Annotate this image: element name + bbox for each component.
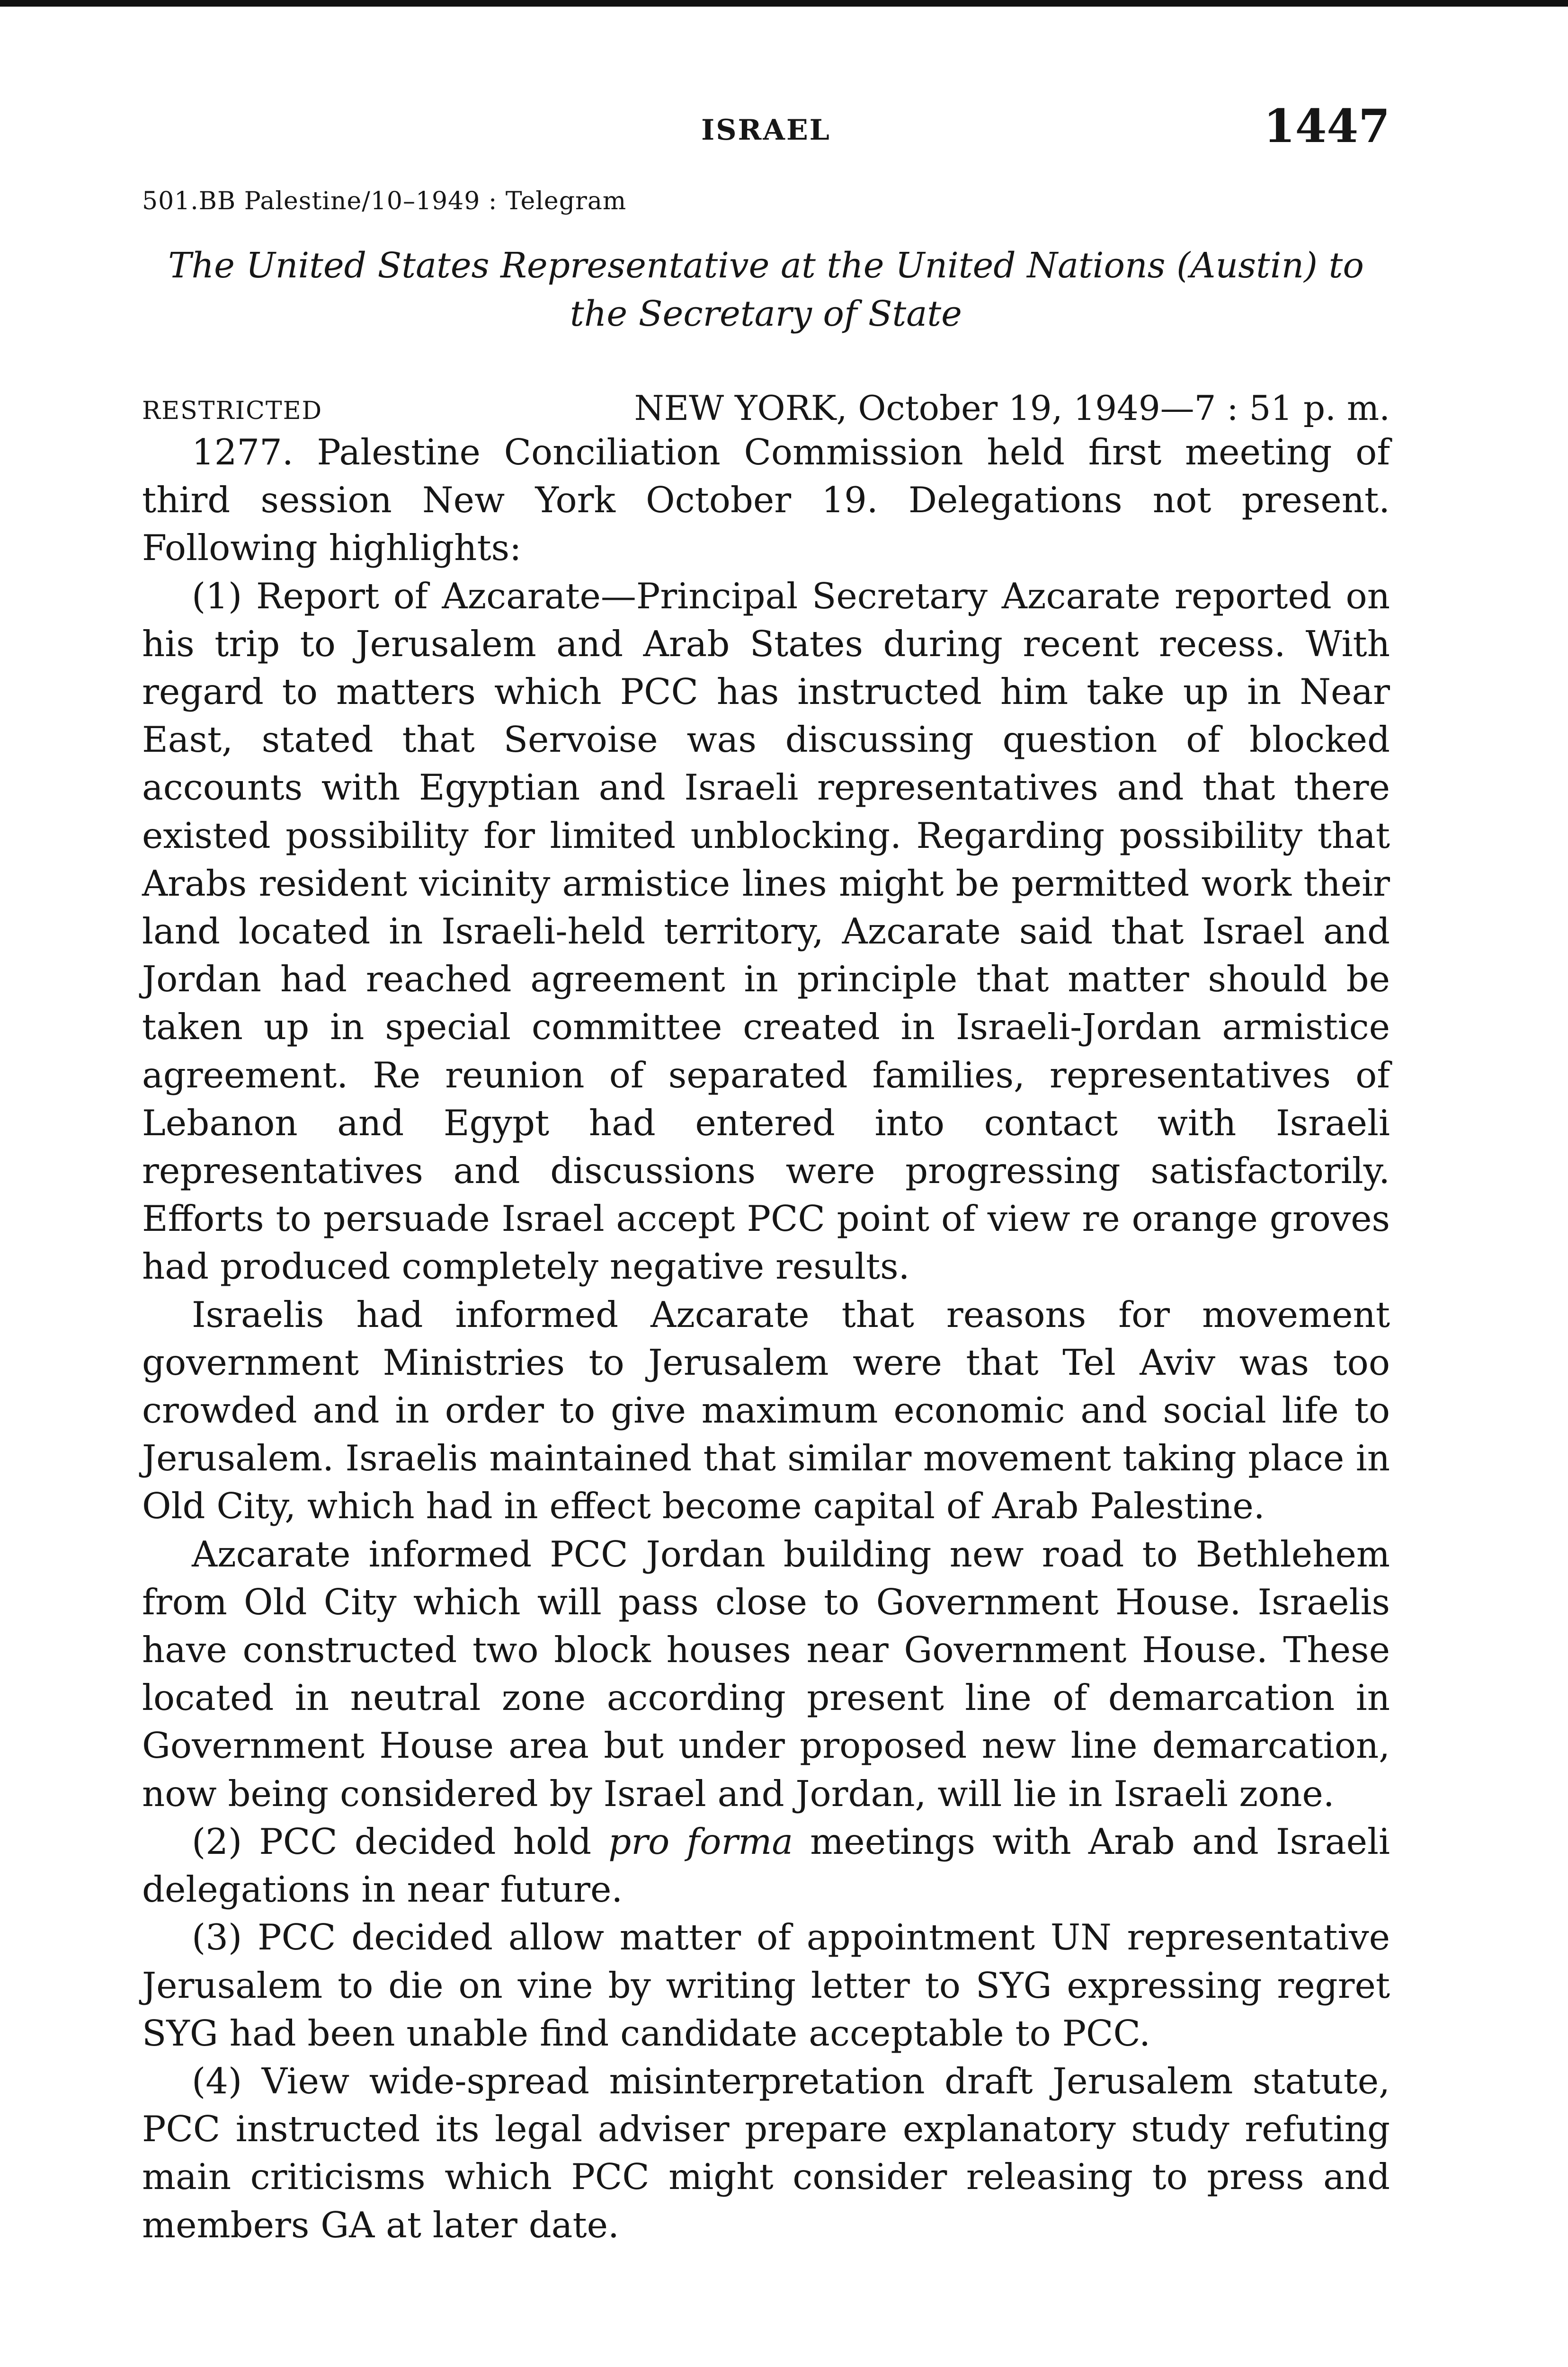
paragraph-7: (4) View wide-spread misinterpretation draft Jerusalem statute, PCC instructed its legal adviser prepare explanatory study refuting main criticisms which PCC might consider releasing to press and members GA at later date. [142,2060,1390,2246]
document-title-line-2: the Secretary of State [570,294,962,334]
document-title [142,241,1390,338]
paragraph-2: (1) Report of Azcarate—Principal Secretary Azcarate reported on his trip to Jerusalem and Arab States during recent recess. With regard to matters which PCC has instructed him take up in Near East, stated that Servoise was discussing question of blocked accounts with Egyptian and Israeli representatives and that there existed possibility for limited unblocking. Regarding possibility that Arabs resident vicinity armistice lines might be permitted work their land located in Israeli-held territory, Azcarate said that Israel and Jordan had reached agreement in principle that matter should be taken up in special committee created in Israeli-Jordan armistice agreement. Re reunion of separated families, representatives of Lebanon and Egypt had entered into contact with Israeli representatives and discussions were progressing satisfactorily. Efforts to persuade Israel accept PCC point of view re orange groves had produced completely negative results. [142,575,1390,1288]
paragraph-1: 1277. Palestine Conciliation Commission held first meeting of third session New York October 19. Delegations not present. Following highlights: [142,431,1390,569]
paragraph-6: (3) PCC decided allow matter of appointment UN representative Jerusalem to die on vine by writing letter to SYG expressing regret SYG had been unable find candidate acceptable to PCC. [142,1916,1390,2054]
running-head: ISRAEL [701,114,831,147]
paragraph-5-italic: pro forma [608,1820,793,1862]
page-header [142,95,1390,166]
classification-label: RESTRICTED [142,397,323,425]
paragraph-5-start: (2) PCC decided hold [192,1820,609,1862]
paragraph-4: Azcarate informed PCC Jordan building new road to Bethlehem from Old City which will pass close to Government House. Israelis have constructed two block houses near Government House. These located in neutral zone according present line of demarcation in Government House area but under proposed new line demarcation, now being considered by Israel and Jordan, will lie in Israeli zone. [142,1533,1390,1815]
paragraph-3: Israelis had informed Azcarate that reasons for movement government Ministries to Jerusalem were that Tel Aviv was too crowded and in order to give maximum economic and social life to Jerusalem. Israelis maintained that similar movement taking place in Old City, which had in effect become capital of Arab Palestine. [142,1293,1390,1527]
telegram-body [142,428,1390,2249]
dateline: NEW YORK, October 19, 1949—7 : 51 p. m. [634,388,1390,428]
file-reference: 501.BB Palestine/10–1949 : Telegram [142,187,627,215]
document-title-line-1: The United States Representative at the United Nations (Austin) to [168,245,1364,286]
paragraph-5 [142,1818,1390,1913]
dateline-row [142,388,1390,431]
page-top-border [0,0,1568,7]
paragraph-5-end: meetings with Arab and Israeli delegations in near future. [142,1820,1390,1911]
page-number: 1447 [1263,99,1390,153]
